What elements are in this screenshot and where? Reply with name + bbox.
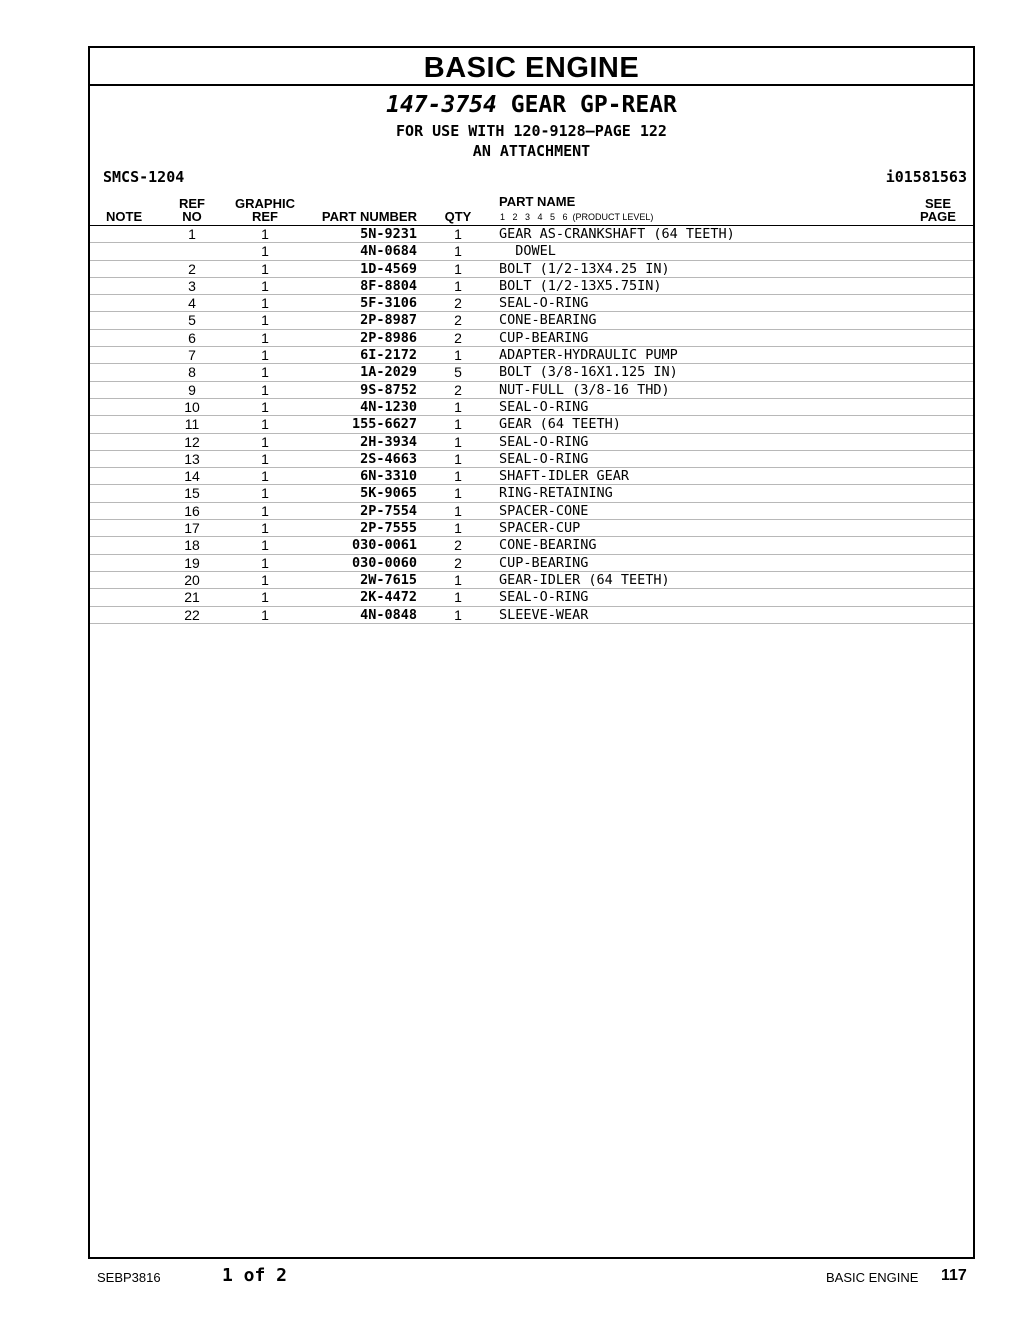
part-name-cell: SLEEVE-WEAR [499,606,589,623]
graphic-ref-cell: 1 [261,468,269,485]
graphic-ref-cell: 1 [261,312,269,329]
qty-cell: 5 [454,364,462,381]
part-number-cell: 9S-8752 [360,381,417,398]
ref-no-cell: 4 [188,295,196,312]
qty-cell: 1 [454,450,462,467]
table-row [90,278,973,295]
header-product-level: 1 2 3 4 5 6 (PRODUCT LEVEL) [500,212,654,222]
table-row [90,382,973,399]
part-name-cell: SEAL-O-RING [499,433,589,450]
table-row [90,226,973,243]
footer-page-of: 1 of 2 [222,1265,288,1286]
section-title: BASIC ENGINE [90,48,973,86]
qty-cell: 1 [454,433,462,450]
table-row [90,572,973,589]
part-name-cell: BOLT (1/2-13X4.25 IN) [499,260,670,277]
part-number-cell: 5F-3106 [360,295,417,312]
ref-no-cell: 7 [188,347,196,364]
part-name-cell: CONE-BEARING [499,312,597,329]
part-number-cell: 1A-2029 [360,364,417,381]
graphic-ref-cell: 1 [261,571,269,588]
graphic-ref-cell: 1 [261,398,269,415]
part-name-cell: CUP-BEARING [499,554,589,571]
graphic-ref-cell: 1 [261,537,269,554]
qty-cell: 1 [454,606,462,623]
qty-cell: 1 [454,520,462,537]
table-row [90,243,973,260]
parts-table-body [90,226,973,624]
table-row [90,607,973,624]
qty-cell: 1 [454,260,462,277]
table-row [90,520,973,537]
part-name-cell: SEAL-O-RING [499,398,589,415]
header-ref-top: REF [179,196,205,211]
graphic-ref-cell: 1 [261,295,269,312]
qty-cell: 1 [454,468,462,485]
part-name-cell: BOLT (1/2-13X5.75IN) [499,277,662,294]
part-number-cell: 2S-4663 [360,450,417,467]
ref-no-cell: 10 [184,398,200,415]
graphic-ref-cell: 1 [261,520,269,537]
graphic-ref-cell: 1 [261,416,269,433]
part-number-cell: 2W-7615 [360,571,417,588]
graphic-ref-cell: 1 [261,364,269,381]
part-number-cell: 2P-7555 [360,520,417,537]
ref-no-cell: 9 [188,381,196,398]
table-row [90,451,973,468]
part-number-cell: 6I-2172 [360,347,417,364]
table-row [90,364,973,381]
ref-no-cell: 20 [184,571,200,588]
qty-cell: 1 [454,243,462,260]
part-number-cell: 2P-7554 [360,502,417,519]
table-row [90,589,973,606]
ref-no-cell: 18 [184,537,200,554]
header-graphic-top: GRAPHIC [235,196,295,211]
qty-cell: 1 [454,571,462,588]
attachment-line: AN ATTACHMENT [472,142,591,160]
graphic-ref-cell: 1 [261,589,269,606]
part-number-cell: 2P-8986 [360,329,417,346]
ref-no-cell: 12 [184,433,200,450]
part-name-cell: GEAR-IDLER (64 TEETH) [499,571,670,588]
header-part-name: PART NAME [499,194,576,209]
graphic-ref-cell: 1 [261,347,269,364]
graphic-ref-cell: 1 [261,502,269,519]
table-row [90,399,973,416]
header-see-top: SEE [924,196,951,211]
part-number-cell: 4N-0684 [360,243,417,260]
qty-cell: 1 [454,398,462,415]
table-row [90,330,973,347]
part-name-cell: ADAPTER-HYDRAULIC PUMP [499,347,678,364]
header-part-number: PART NUMBER [321,209,417,224]
ref-no-cell: 15 [184,485,200,502]
header-note: NOTE [106,209,143,224]
part-number-cell: 2P-8987 [360,312,417,329]
graphic-ref-cell: 1 [261,226,269,242]
header-qty: QTY [444,209,472,224]
part-name-cell: SPACER-CONE [499,502,589,519]
footer-page-number: 117 [941,1267,967,1284]
ref-no-cell: 16 [184,502,200,519]
qty-cell: 1 [454,277,462,294]
graphic-ref-cell: 1 [261,485,269,502]
part-name-cell: SPACER-CUP [499,520,581,537]
part-name-cell: NUT-FULL (3/8-16 THD) [499,381,670,398]
part-name-cell: CUP-BEARING [499,329,589,346]
qty-cell: 1 [454,347,462,364]
part-name-cell: SHAFT-IDLER GEAR [499,468,630,485]
table-row [90,468,973,485]
part-name-cell: GEAR (64 TEETH) [499,416,621,433]
table-row [90,555,973,572]
part-name-cell: GEAR AS-CRANKSHAFT (64 TEETH) [499,226,735,242]
ref-no-cell: 13 [184,450,200,467]
ref-no-cell: 22 [184,606,200,623]
parts-page-frame [88,46,975,1259]
part-number-cell: 5K-9065 [360,485,417,502]
ref-no-cell: 1 [188,226,196,242]
qty-cell: 2 [454,312,462,329]
graphic-ref-cell: 1 [261,433,269,450]
ref-no-cell: 8 [188,364,196,381]
part-number-cell: 4N-1230 [360,398,417,415]
qty-cell: 2 [454,537,462,554]
qty-cell: 1 [454,589,462,606]
table-row [90,261,973,278]
usage-line: FOR USE WITH 120-9128—PAGE 122 [396,122,667,140]
part-number-cell: 6N-3310 [360,468,417,485]
header-see-bottom: PAGE [920,209,956,224]
table-row [90,434,973,451]
graphic-ref-cell: 1 [261,554,269,571]
part-number-cell: 1D-4569 [360,260,417,277]
ref-no-cell: 11 [184,416,200,433]
part-number-cell: 5N-9231 [360,226,417,242]
group-number: 147-3754 [386,92,497,118]
graphic-ref-cell: 1 [261,329,269,346]
part-number-cell: 155-6627 [351,416,417,433]
part-number-cell: 8F-8804 [360,277,417,294]
ref-no-cell: 17 [184,520,200,537]
group-name: GEAR GP-REAR [510,92,677,118]
qty-cell: 1 [454,485,462,502]
table-row [90,416,973,433]
table-row [90,537,973,554]
smcs-code: SMCS-1204 [103,168,185,186]
part-number-cell: 4N-0848 [360,606,417,623]
ref-no-cell: 14 [184,468,200,485]
header-ref-bottom: NO [182,209,202,224]
qty-cell: 1 [454,226,462,242]
ref-no-cell: 3 [188,277,196,294]
part-number-cell: 030-0061 [351,537,417,554]
graphic-ref-cell: 1 [261,381,269,398]
part-name-cell: RING-RETAINING [499,485,613,502]
part-name-cell: DOWEL [499,243,556,260]
ref-no-cell: 2 [188,260,196,277]
part-name-cell: CONE-BEARING [499,537,597,554]
header-graphic-bottom: REF [252,209,278,224]
ref-no-cell: 19 [184,554,200,571]
qty-cell: 1 [454,416,462,433]
part-number-cell: 030-0060 [351,554,417,571]
part-number-cell: 2H-3934 [360,433,417,450]
part-name-cell: SEAL-O-RING [499,589,589,606]
footer-section: BASIC ENGINE [826,1270,919,1285]
part-number-cell: 2K-4472 [360,589,417,606]
ref-no-cell: 21 [184,589,200,606]
ref-no-cell: 5 [188,312,196,329]
qty-cell: 1 [454,502,462,519]
table-row [90,347,973,364]
graphic-ref-cell: 1 [261,260,269,277]
table-row [90,485,973,502]
graphic-ref-cell: 1 [261,606,269,623]
table-row [90,503,973,520]
ref-no-cell: 6 [188,329,196,346]
graphic-ref-cell: 1 [261,243,269,260]
qty-cell: 2 [454,554,462,571]
qty-cell: 2 [454,381,462,398]
qty-cell: 2 [454,295,462,312]
group-title [90,92,973,118]
illustration-id: i01581563 [885,168,967,186]
table-row [90,295,973,312]
graphic-ref-cell: 1 [261,277,269,294]
footer-doc-number: SEBP3816 [97,1270,161,1285]
graphic-ref-cell: 1 [261,450,269,467]
part-name-cell: BOLT (3/8-16X1.125 IN) [499,364,678,381]
table-row [90,312,973,329]
qty-cell: 2 [454,329,462,346]
part-name-cell: SEAL-O-RING [499,450,589,467]
part-name-cell: SEAL-O-RING [499,295,589,312]
